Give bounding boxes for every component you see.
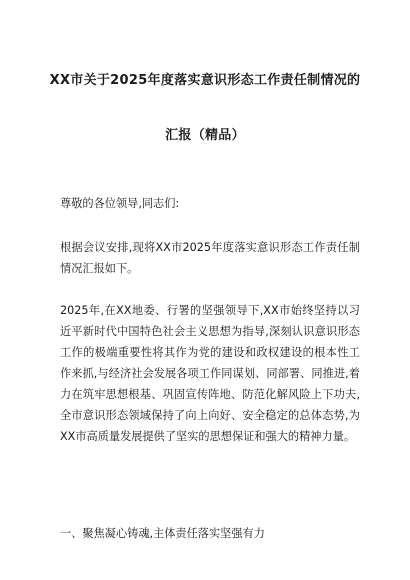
paragraph-intro: 根据会议安排,现将XX市2025年度落实意识形态工作责任制情况汇报如下。 xyxy=(60,241,360,275)
document-title-line2: 汇报（精品） xyxy=(165,128,245,143)
salutation: 尊敬的各位领导,同志们: xyxy=(60,197,180,210)
document-title-line1: XX市关于2025年度落实意识形态工作责任制情况的 xyxy=(49,73,361,88)
paragraph-overview: 2025年,在XX地委、行署的坚强领导下,XX市始终坚持以习近平新时代中国特色社会主义思想为指导,深刻认识意识形态工作的极端重要性将其作为党的建设和政权建设的根本性工作来抓,与经济社会发展各项工作同谋划、同部署、同推进,着力在筑牢思想根基、巩固宣传阵地、防范化解风险上下功夫,全市意识形态领域保持了向上向好、安全稳定的总体态势,为XX市高质量发展提供了坚实的思想保证和强大的精神力量。 xyxy=(60,304,360,443)
section-heading: 一、聚焦凝心铸魂,主体责任落实坚强有力 xyxy=(60,527,265,540)
